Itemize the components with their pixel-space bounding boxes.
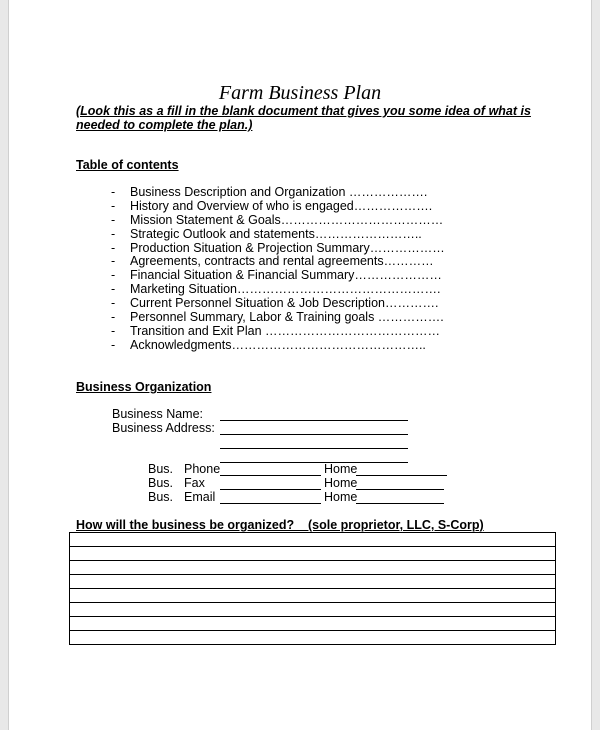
toc-item: - Financial Situation & Financial Summary………………… (111, 268, 442, 283)
answer-row (70, 617, 556, 631)
toc-item: - Agreements, contracts and rental agreements………… (111, 254, 434, 269)
answer-cell[interactable] (70, 603, 556, 617)
answer-row (70, 589, 556, 603)
toc-heading: Table of contents (76, 158, 179, 172)
answer-cell[interactable] (70, 533, 556, 547)
answer-cell[interactable] (70, 561, 556, 575)
answer-cell[interactable] (70, 617, 556, 631)
home-fax-label: Home (324, 476, 358, 490)
business-address-field-2[interactable] (220, 448, 408, 449)
toc-item: - Acknowledgments……………………………………….. (111, 337, 426, 352)
bus-email-field[interactable] (220, 503, 321, 504)
home-email-label: Home (324, 490, 358, 504)
business-address-field-3[interactable] (220, 462, 408, 463)
answer-row (70, 603, 556, 617)
business-name-field[interactable] (220, 420, 408, 421)
organization-answer-grid (69, 532, 556, 645)
answer-row (70, 575, 556, 589)
business-org-heading: Business Organization (76, 380, 212, 394)
answer-cell[interactable] (70, 547, 556, 561)
toc-item: - Business Description and Organization ………………. (111, 185, 428, 199)
document-title: Farm Business Plan (218, 82, 382, 104)
toc-item: - History and Overview of who is engaged………………. (111, 198, 433, 213)
toc-item: - Mission Statement & Goals………………………………… (111, 212, 444, 227)
toc-item: - Current Personnel Situation & Job Description…………. (111, 296, 439, 311)
bus-fax-field[interactable] (220, 489, 321, 490)
toc-list (111, 186, 445, 353)
home-phone-label: Home (324, 462, 358, 476)
business-address-field-1[interactable] (220, 434, 408, 435)
fax-label: Fax (184, 476, 205, 490)
business-name-label: Business Name: (112, 407, 204, 421)
home-phone-field[interactable] (356, 475, 447, 476)
toc-item: - Strategic Outlook and statements…………………….. (111, 226, 422, 241)
email-label: Email (184, 490, 216, 504)
home-email-field[interactable] (356, 503, 444, 504)
bus-email-prefix: Bus. (148, 490, 174, 504)
home-fax-field[interactable] (356, 489, 444, 490)
bus-phone-prefix: Bus. (148, 462, 174, 476)
answer-row (70, 561, 556, 575)
toc-item: - Transition and Exit Plan …………………………………… (111, 323, 441, 338)
answer-row (70, 631, 556, 645)
answer-row (70, 547, 556, 561)
answer-cell[interactable] (70, 575, 556, 589)
document-subtitle-line1: (Look this as a fill in the blank document that gives you some idea of what is (76, 104, 531, 118)
toc-item: - Marketing Situation…………………………………………. (111, 282, 441, 297)
organization-question: How will the business be organized? (sole proprietor, LLC, S-Corp) (76, 518, 484, 532)
phone-label: Phone (184, 462, 221, 476)
answer-row (70, 533, 556, 547)
business-address-label: Business Address: (112, 421, 215, 435)
answer-cell[interactable] (70, 589, 556, 603)
answer-cell[interactable] (70, 631, 556, 645)
bus-fax-prefix: Bus. (148, 476, 174, 490)
document-subtitle-line2: needed to complete the plan.) (76, 118, 253, 132)
bus-phone-field[interactable] (220, 475, 321, 476)
toc-item: - Personnel Summary, Labor & Training goals ……………. (111, 310, 444, 325)
toc-item: - Production Situation & Projection Summary……………… (111, 240, 445, 255)
